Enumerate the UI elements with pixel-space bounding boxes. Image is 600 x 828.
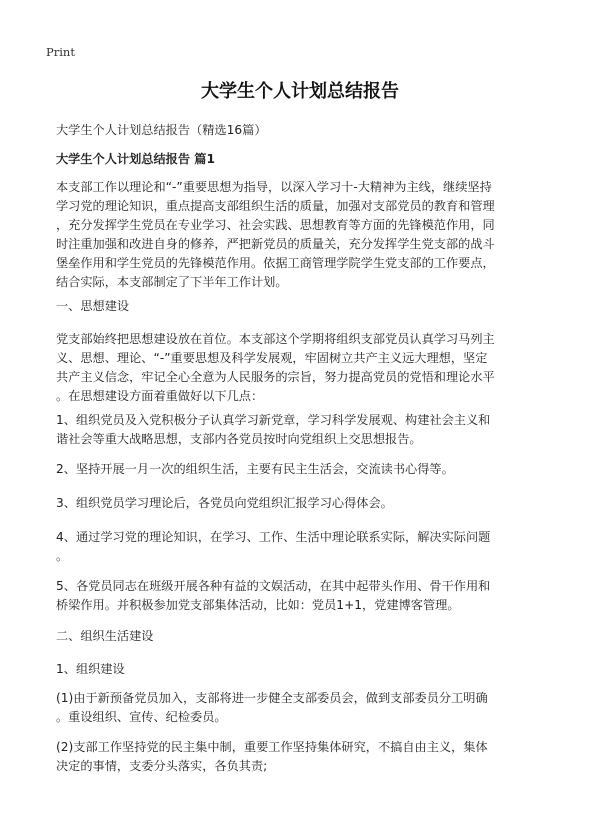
paragraph-line: 时注重加强和改进自身的修养，严把新党员的质量关，充分发挥学生党支部的战斗 bbox=[56, 237, 495, 251]
paragraph-line: 党支部始终把思想建设放在首位。本支部这个学期将组织支部党员认真学习马列主 bbox=[56, 332, 495, 346]
paragraph-line: 3、组织党员学习理论后，各党员向党组织汇报学习心得体会。 bbox=[56, 496, 393, 510]
heading-organization bbox=[56, 627, 552, 646]
paragraph-line: 2、坚持开展一月一次的组织生活，主要有民主生活会，交流读书心得等。 bbox=[56, 462, 454, 476]
paragraph-line: 1、组织建设 bbox=[56, 662, 125, 676]
paragraph-line: 。 bbox=[56, 549, 69, 563]
print-label: Print bbox=[46, 45, 75, 59]
paragraph-line: 结合实际，本支部制定了下半年工作计划。 bbox=[56, 275, 288, 289]
paragraph-intro bbox=[56, 178, 552, 292]
paragraph-line: 4、通过学习党的理论知识，在学习、工作、生活中理论联系实际，解决实际问题 bbox=[56, 530, 491, 544]
document-title: 大学生个人计划总结报告 bbox=[201, 81, 399, 102]
list-item-4 bbox=[56, 528, 552, 566]
paragraph-line: 决定的事情，支委分头落实，各负其责; bbox=[56, 759, 268, 773]
paragraph-line: 学习党的理论知识，重点提高支部组织生活的质量，加强对支部党员的教育和管理 bbox=[56, 199, 495, 213]
list-item-3 bbox=[56, 494, 552, 513]
paragraph-line: 谐社会等重大战略思想，支部内各党员按时向党组织上交思想报告。 bbox=[56, 432, 422, 446]
paragraph-line: ，充分发挥学生党员在专业学习、社会实践、思想教育等方面的先锋模范作用，同 bbox=[56, 218, 495, 232]
list-item-2 bbox=[56, 460, 552, 479]
list-item-org-2 bbox=[56, 738, 552, 776]
paragraph-line: 1、组织党员及入党积极分子认真学习新党章，学习科学发展观、构建社会主义和 bbox=[56, 413, 491, 427]
paragraph-line: 一、思想建设 bbox=[56, 299, 130, 313]
subheading-organization-building bbox=[56, 660, 552, 679]
list-item-1 bbox=[56, 411, 552, 449]
list-item-5 bbox=[56, 577, 552, 615]
paragraph-line: (1)由于新预备党员加入，支部将进一步健全支部委员会，做到支部委员分工明确 bbox=[56, 691, 488, 705]
paragraph-line: 义、思想、理论、“-”重要思想及科学发展观，牢固树立共产主义远大理想，坚定 bbox=[56, 351, 488, 365]
paragraph-line: 二、组织生活建设 bbox=[56, 629, 154, 643]
heading-ideology bbox=[56, 297, 552, 316]
paragraph-line: 本支部工作以理论和“-”重要思想为指导，以深入学习十-大精神为主线，继续坚持 bbox=[56, 180, 492, 194]
paragraph-line: 共产主义信念，牢记全心全意为人民服务的宗旨，努力提高党员的党悟和理论水平 bbox=[56, 370, 495, 384]
paragraph-line: 。在思想建设方面着重做好以下几点： bbox=[56, 389, 264, 403]
paragraph-line: 。重设组织、宣传、纪检委员。 bbox=[56, 710, 227, 724]
paragraph-ideology bbox=[56, 330, 552, 406]
list-item-org-1 bbox=[56, 689, 552, 727]
paragraph-line: 堡垒作用和学生党员的先锋模范作用。依据工商管理学院学生党支部的工作要点， bbox=[56, 256, 495, 270]
document-subtitle: 大学生个人计划总结报告（精选16篇） bbox=[56, 123, 267, 137]
section-heading: 大学生个人计划总结报告 篇1 bbox=[56, 152, 215, 166]
paragraph-line: (2)支部工作坚持党的民主集中制，重要工作坚持集体研究，不搞自由主义，集体 bbox=[56, 740, 488, 754]
paragraph-line: 5、各党员同志在班级开展各种有益的文娱活动，在其中起带头作用、骨干作用和 bbox=[56, 579, 491, 593]
paragraph-line: 桥梁作用。并积极参加党支部集体活动，比如：党员1+1，党建博客管理。 bbox=[56, 598, 460, 612]
